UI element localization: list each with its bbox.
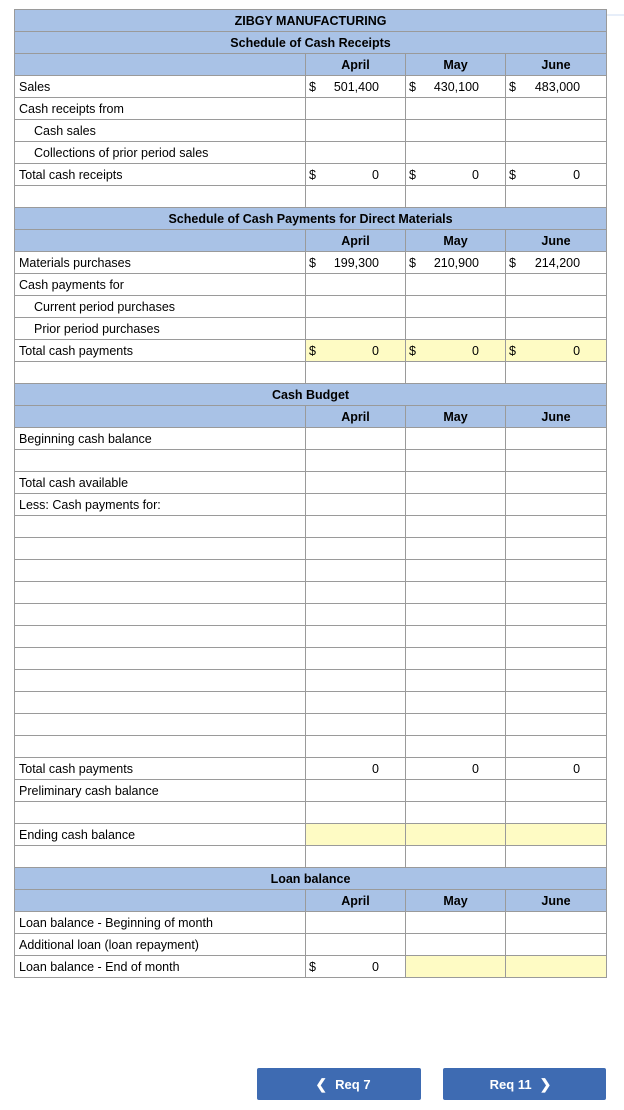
cash-receipts-from-label: Cash receipts from bbox=[15, 98, 306, 120]
cash-payments-for-label: Cash payments for bbox=[15, 274, 306, 296]
less-payments-label: Less: Cash payments for: bbox=[15, 494, 306, 516]
input-cell[interactable] bbox=[406, 98, 506, 120]
total-dm-payments-row bbox=[15, 340, 607, 362]
purchases-may: $ 210,900 bbox=[406, 252, 506, 274]
total-dm-payments-label: Total cash payments bbox=[15, 340, 306, 362]
purchases-april: $ 199,300 bbox=[306, 252, 406, 274]
purchases-june: $ 214,200 bbox=[506, 252, 607, 274]
cash-payments-for-row bbox=[15, 274, 607, 296]
total-budget-payments-june[interactable]: 0 bbox=[506, 758, 607, 780]
month-april: April bbox=[306, 230, 406, 252]
dm-title-row bbox=[15, 208, 607, 230]
total-receipts-june[interactable]: $ 0 bbox=[506, 164, 607, 186]
prior-period-label: Prior period purchases bbox=[15, 318, 306, 340]
dm-month-header bbox=[15, 230, 607, 252]
prior-period-row bbox=[15, 318, 607, 340]
cash-budget-title-row bbox=[15, 384, 607, 406]
spacer bbox=[15, 846, 607, 868]
collections-row bbox=[15, 142, 607, 164]
company-title-row bbox=[15, 10, 607, 32]
additional-loan-label: Additional loan (loan repayment) bbox=[15, 934, 306, 956]
ending-cash-april[interactable] bbox=[306, 824, 406, 846]
current-period-label: Current period purchases bbox=[15, 296, 306, 318]
input-cell[interactable] bbox=[406, 274, 506, 296]
total-dm-april[interactable]: $ 0 bbox=[306, 340, 406, 362]
month-june: June bbox=[506, 406, 607, 428]
input-cell[interactable] bbox=[306, 142, 406, 164]
input-cell[interactable] bbox=[506, 780, 607, 802]
input-cell[interactable] bbox=[506, 142, 607, 164]
input-cell[interactable] bbox=[506, 120, 607, 142]
month-may: May bbox=[406, 406, 506, 428]
loan-end-april[interactable]: $ 0 bbox=[306, 956, 406, 978]
total-budget-payments-april[interactable]: 0 bbox=[306, 758, 406, 780]
month-june: June bbox=[506, 890, 607, 912]
preliminary-cash-label: Preliminary cash balance bbox=[15, 780, 306, 802]
month-april: April bbox=[306, 890, 406, 912]
input-cell[interactable] bbox=[406, 142, 506, 164]
blank-row bbox=[15, 538, 607, 560]
month-may: May bbox=[406, 230, 506, 252]
next-req-button[interactable] bbox=[443, 1068, 606, 1100]
preliminary-cash-row bbox=[15, 780, 607, 802]
sales-may: $ 430,100 bbox=[406, 76, 506, 98]
month-april: April bbox=[306, 54, 406, 76]
beginning-cash-row bbox=[15, 428, 607, 450]
input-cell[interactable] bbox=[506, 912, 607, 934]
beginning-cash-label: Beginning cash balance bbox=[15, 428, 306, 450]
loan-end-may[interactable] bbox=[406, 956, 506, 978]
blank-row bbox=[15, 560, 607, 582]
blank-row bbox=[15, 604, 607, 626]
cash-sales-row bbox=[15, 120, 607, 142]
input-cell[interactable] bbox=[306, 472, 406, 494]
total-budget-payments-row bbox=[15, 758, 607, 780]
input-cell[interactable] bbox=[506, 472, 607, 494]
total-cash-available-row bbox=[15, 472, 607, 494]
input-cell[interactable] bbox=[406, 296, 506, 318]
ending-cash-june[interactable] bbox=[506, 824, 607, 846]
receipts-month-header bbox=[15, 54, 607, 76]
loan-beginning-row bbox=[15, 912, 607, 934]
sales-april: $ 501,400 bbox=[306, 76, 406, 98]
top-right-strip bbox=[606, 14, 624, 16]
input-cell[interactable] bbox=[406, 428, 506, 450]
input-cell[interactable] bbox=[406, 318, 506, 340]
budget-table bbox=[14, 9, 607, 978]
month-june: June bbox=[506, 54, 607, 76]
ending-cash-row bbox=[15, 824, 607, 846]
input-cell[interactable] bbox=[406, 934, 506, 956]
input-cell[interactable] bbox=[306, 120, 406, 142]
blank-row bbox=[15, 692, 607, 714]
month-april: April bbox=[306, 406, 406, 428]
next-req-label: Req 11 bbox=[489, 1076, 532, 1092]
month-may: May bbox=[406, 890, 506, 912]
input-cell[interactable] bbox=[306, 934, 406, 956]
input-cell[interactable] bbox=[306, 780, 406, 802]
sales-june: $ 483,000 bbox=[506, 76, 607, 98]
input-cell[interactable] bbox=[506, 428, 607, 450]
loan-end-row bbox=[15, 956, 607, 978]
total-receipts-may[interactable]: $ 0 bbox=[406, 164, 506, 186]
blank-row bbox=[15, 582, 607, 604]
prev-req-button[interactable] bbox=[257, 1068, 421, 1100]
input-cell[interactable] bbox=[306, 98, 406, 120]
cash-budget-month-header bbox=[15, 406, 607, 428]
input-cell[interactable] bbox=[306, 274, 406, 296]
input-cell[interactable] bbox=[406, 780, 506, 802]
blank-row bbox=[15, 516, 607, 538]
input-cell[interactable] bbox=[406, 120, 506, 142]
total-budget-payments-label: Total cash payments bbox=[15, 758, 306, 780]
loan-month-header bbox=[15, 890, 607, 912]
loan-title-row bbox=[15, 868, 607, 890]
month-june: June bbox=[506, 230, 607, 252]
sales-label: Sales bbox=[15, 76, 306, 98]
cash-sales-label: Cash sales bbox=[15, 120, 306, 142]
input-cell[interactable] bbox=[406, 912, 506, 934]
spacer bbox=[15, 186, 607, 208]
blank-row bbox=[15, 736, 607, 758]
total-receipts-row bbox=[15, 164, 607, 186]
spacer bbox=[15, 362, 607, 384]
total-cash-available-label: Total cash available bbox=[15, 472, 306, 494]
blank-row bbox=[15, 670, 607, 692]
total-receipts-label: Total cash receipts bbox=[15, 164, 306, 186]
company-name: ZIBGY MANUFACTURING bbox=[15, 10, 607, 32]
total-budget-payments-may[interactable]: 0 bbox=[406, 758, 506, 780]
cash-receipts-from-row bbox=[15, 98, 607, 120]
receipts-title-row bbox=[15, 32, 607, 54]
blank-row bbox=[15, 626, 607, 648]
input-cell[interactable] bbox=[306, 296, 406, 318]
input-cell[interactable] bbox=[306, 912, 406, 934]
ending-cash-may[interactable] bbox=[406, 824, 506, 846]
blank-row bbox=[15, 450, 607, 472]
current-period-row bbox=[15, 296, 607, 318]
loan-title: Loan balance bbox=[15, 868, 607, 890]
sales-row bbox=[15, 76, 607, 98]
input-cell[interactable] bbox=[306, 318, 406, 340]
input-cell[interactable] bbox=[506, 98, 607, 120]
input-cell[interactable] bbox=[506, 274, 607, 296]
blank-row bbox=[15, 802, 607, 824]
input-cell[interactable] bbox=[406, 472, 506, 494]
collections-label: Collections of prior period sales bbox=[15, 142, 306, 164]
input-cell[interactable] bbox=[506, 934, 607, 956]
total-dm-june[interactable]: $ 0 bbox=[506, 340, 607, 362]
less-payments-row bbox=[15, 494, 607, 516]
loan-end-label: Loan balance - End of month bbox=[15, 956, 306, 978]
ending-cash-label: Ending cash balance bbox=[15, 824, 306, 846]
prev-req-label: Req 7 bbox=[335, 1076, 371, 1092]
additional-loan-row bbox=[15, 934, 607, 956]
loan-beginning-label: Loan balance - Beginning of month bbox=[15, 912, 306, 934]
chevron-right-icon: ❯ bbox=[539, 1075, 552, 1092]
input-cell[interactable] bbox=[306, 428, 406, 450]
chevron-left-icon: ❮ bbox=[315, 1075, 328, 1092]
loan-end-june[interactable] bbox=[506, 956, 607, 978]
receipts-title: Schedule of Cash Receipts bbox=[15, 32, 607, 54]
month-may: May bbox=[406, 54, 506, 76]
materials-purchases-row bbox=[15, 252, 607, 274]
materials-purchases-label: Materials purchases bbox=[15, 252, 306, 274]
dm-title: Schedule of Cash Payments for Direct Materials bbox=[15, 208, 607, 230]
worksheet bbox=[14, 9, 606, 978]
total-receipts-april[interactable]: $ 0 bbox=[306, 164, 406, 186]
total-dm-may[interactable]: $ 0 bbox=[406, 340, 506, 362]
blank-row bbox=[15, 714, 607, 736]
input-cell[interactable] bbox=[506, 318, 607, 340]
cash-budget-title: Cash Budget bbox=[15, 384, 607, 406]
blank-row bbox=[15, 648, 607, 670]
input-cell[interactable] bbox=[506, 296, 607, 318]
